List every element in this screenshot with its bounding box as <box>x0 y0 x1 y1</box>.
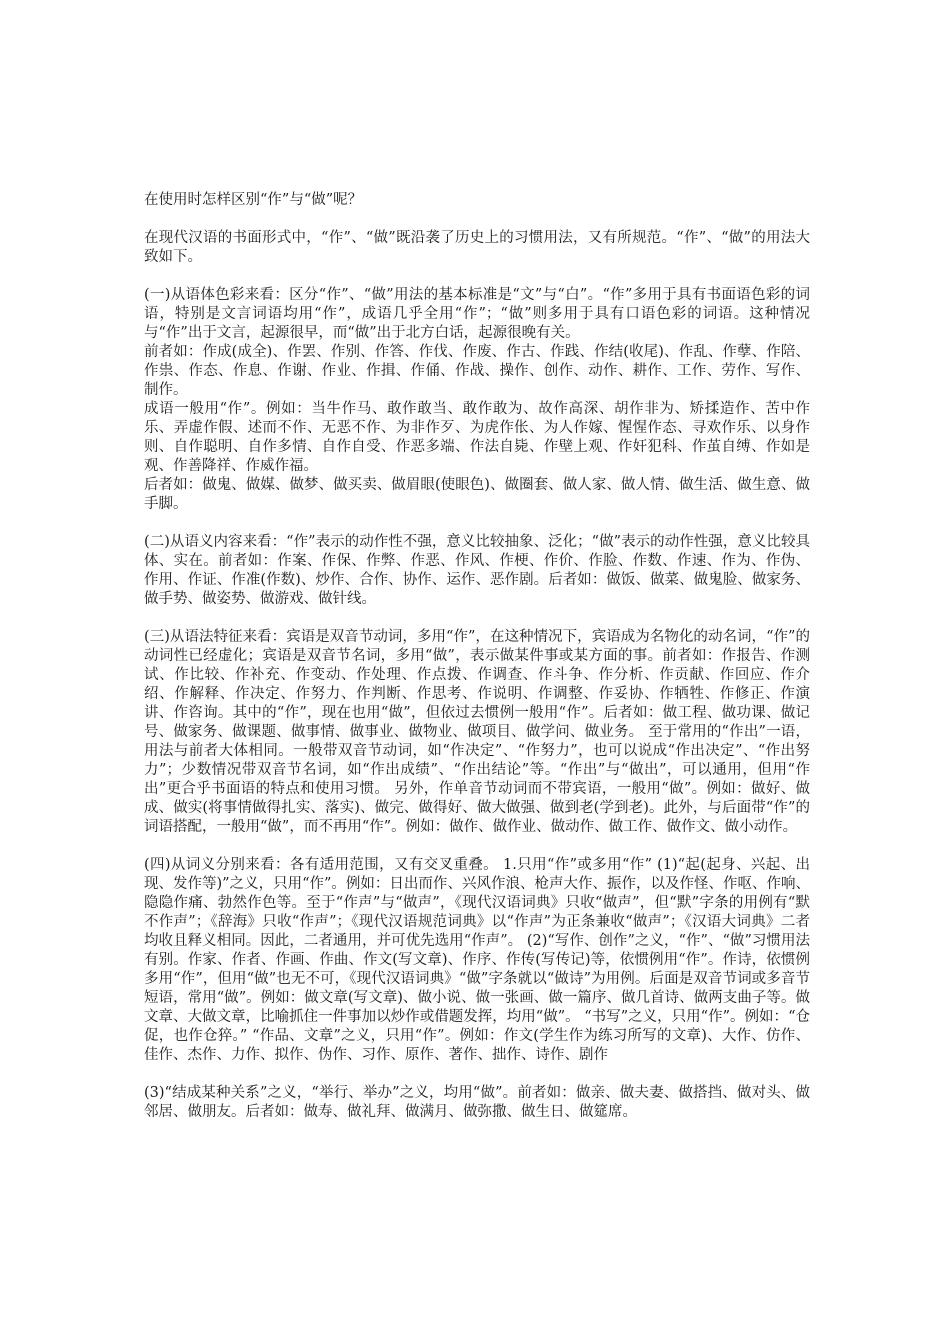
section-word-sense-paragraph: (四)从词义分别来看：各有适用范围，又有交叉重叠。 1.只用“作”或多用“作” (1)“起(起身、兴起、出现、发作等)”之义，只用“作”。例如：日出而作、兴风作浪、枪声大作、振作，以及作怪、作呕、作响、隐隐作痛、勃然作色等。至于“作声”与“做声”，《现代汉语词典》只收“做声”，但“默”字条的用例有“默不作声”；《辞海》只收“作声”；《现代汉语规范词典》以“作声”为正条兼收“做声”；《汉语大词典》二者均收且释义相同。因此，二者通用，并可优先选用“作声”。 (2)“写作、创作”之义，“作”、“做”习惯用法有别。作家、作者、作画、作曲、作文(写文章)、作序、作传(写传记)等，依惯例用“作”。作诗，依惯例多用“作”，但用“做”也无不可，《现代汉语词典》“做”字条就以“做诗”为用例。后面是双音节词或多音节短语，常用“做”。例如：做文章(写文章)、做小说、做一张画、做一篇序、做几首诗、做两支曲子等。做文章、大做文章，比喻抓住一件事加以炒作或借题发挥，均用“做”。 “书写”之义，只用“作”。例如：“仓促，也作仓猝。” “作品、文章”之义，只用“作”。例如：作文(学生作为练习所写的文章)、大作、仿作、佳作、杰作、力作、拟作、伪作、习作、原作、著作、拙作、诗作、剧作 <box>144 857 810 1063</box>
section-meaning-paragraph: (二)从语义内容来看：“作”表示的动作性不强，意义比较抽象、泛化；“做”表示的动作性强，意义比较具体、实在。前者如：作案、作保、作弊、作恶、作风、作梗、作价、作脸、作数、作速、作为、作伪、作用、作证、作准(作数)、炒作、合作、协作、运作、恶作剧。后者如：做饭、做菜、做鬼脸、做家务、做手势、做姿势、做游戏、做针线。 <box>144 534 810 607</box>
intro-paragraph-block <box>144 229 810 267</box>
document-title: 在使用时怎样区别“作”与“做”呢？ <box>144 192 363 208</box>
section-style-examples-latter: 后者如：做鬼、做媒、做梦、做买卖、做眉眼(使眼色)、做圈套、做人家、做人情、做生活、做生意、做手脚。 <box>144 477 810 512</box>
section-meaning <box>144 533 810 609</box>
section-style <box>144 286 810 514</box>
section-relations <box>144 1084 810 1122</box>
section-word-sense <box>144 856 810 1065</box>
intro-paragraph: 在现代汉语的书面形式中，“作”、“做”既沿袭了历史上的习惯用法，又有所规范。“作”、“做”的用法大致如下。 <box>144 230 810 265</box>
section-style-idioms: 成语一般用“作”。例如：当牛作马、敢作敢当、敢作敢为、故作高深、胡作非为、矫揉造作、苦中作乐、弄虚作假、述而不作、无恶不作、为非作歹、为虎作伥、为人作嫁、惺惺作态、寻欢作乐、以身作则、自作聪明、自作多情、自作自受、作恶多端、作法自毙、作壁上观、作奸犯科、作茧自缚、作如是观、作善降祥、作威作福。 <box>144 401 810 474</box>
section-grammar <box>144 628 810 837</box>
section-relations-paragraph: (3)“结成某种关系”之义，“举行、举办”之义，均用“做”。前者如：做亲、做夫妻、做搭挡、做对头、做邻居、做朋友。后者如：做寿、做礼拜、做满月、做弥撒、做生日、做筵席。 <box>144 1085 810 1120</box>
section-grammar-paragraph: (三)从语法特征来看：宾语是双音节动词，多用“作”，在这种情况下，宾语成为名物化的动名词，“作”的动词性已经虚化；宾语是双音节名词，多用“做”，表示做某件事或某方面的事。前者如：作报告、作测试、作比较、作补充、作变动、作处理、作点拨、作调查、作斗争、作分析、作贡献、作回应、作介绍、作解释、作决定、作努力、作判断、作思考、作说明、作调整、作妥协、作牺牲、作修正、作演讲、作咨询。其中的“作”，现在也用“做”，但依过去惯例一般用“作”。后者如：做工程、做功课、做记号、做家务、做课题、做事情、做事业、做物业、做项目、做学问、做业务。 至于常用的“作出”一语，用法与前者大体相同。一般带双音节动词，如“作决定”、“作努力”，也可以说成“作出决定”、“作出努力”；少数情况带双音节名词，如“作出成绩”、“作出结论”等。“作出”与“做出”，可以通用，但用“作出”更合乎书面语的特点和使用习惯。 另外，作单音节动词而不带宾语，一般用“做”。例如：做好、做成、做实(将事情做得扎实、落实)、做完、做得好、做大做强、做到老(学到老)。此外，与后面带“作”的词语搭配，一般用“做”，而不再用“作”。例如：做作、做作业、做动作、做工作、做作文、做小动作。 <box>144 629 810 835</box>
document-body <box>144 191 810 1141</box>
section-style-paragraph: (一)从语体色彩来看：区分“作”、“做”用法的基本标准是“文”与“白”。“作”多用于具有书面语色彩的词语，特别是文言词语均用“作”，成语几乎全用“作”；“做”则多用于具有口语色彩的词语。这种情况与“作”出于文言，起源很早，而“做”出于北方白话，起源很晚有关。 <box>144 287 810 341</box>
section-style-examples-former: 前者如：作成(成全)、作罢、作别、作答、作伐、作废、作古、作践、作结(收尾)、作乱、作孽、作陪、作祟、作态、作息、作谢、作业、作揖、作俑、作战、操作、创作、动作、耕作、工作、劳作、写作、制作。 <box>144 344 810 398</box>
